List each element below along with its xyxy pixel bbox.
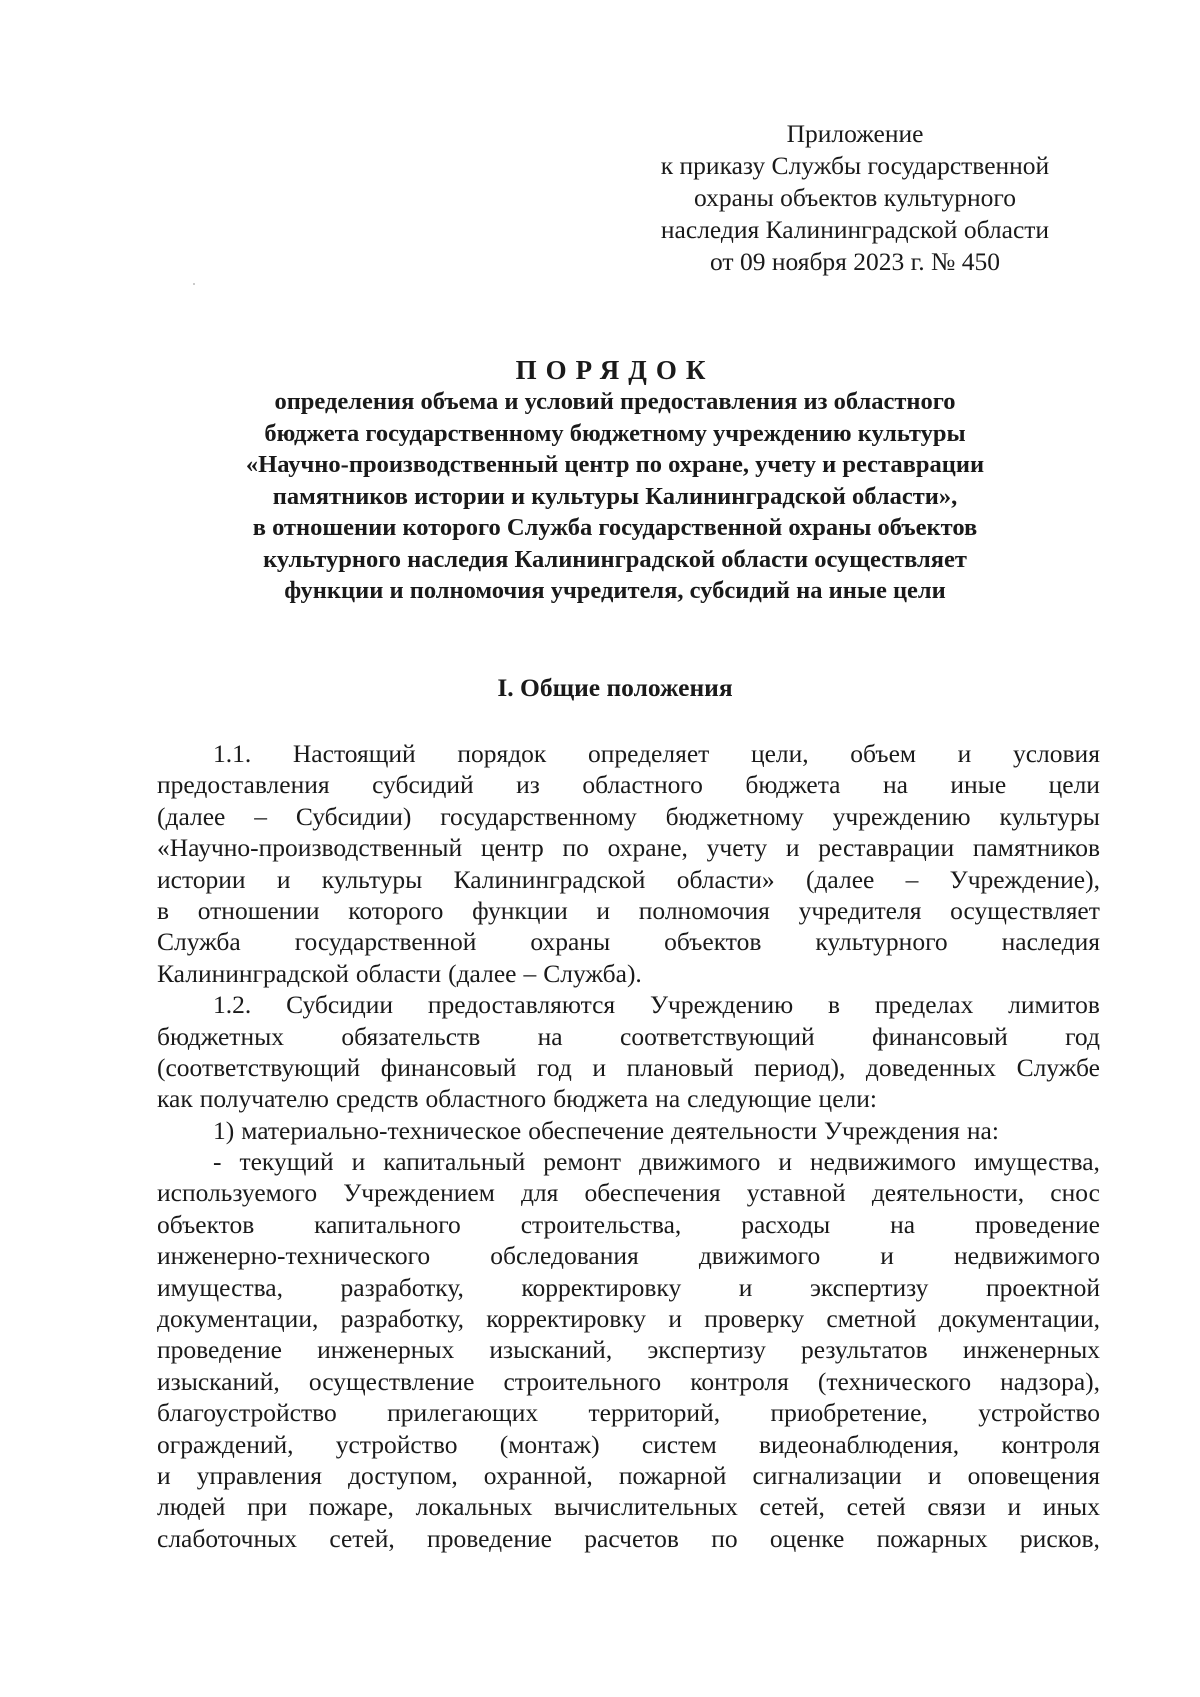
appendix-line: от 09 ноября 2023 г. № 450	[710, 247, 1000, 276]
body-line: изысканий, осуществление строительного контроля (технического надзора),	[157, 1366, 1100, 1396]
body-line: Калининградской области (далее – Служба).	[157, 958, 642, 988]
body-line: благоустройство прилегающих территорий, приобретение, устройство	[157, 1398, 1100, 1428]
appendix-block	[620, 118, 1090, 278]
body-line: 1.2. Субсидии предоставляются Учреждению в пределах лимитов	[213, 990, 1100, 1020]
body-line: документации, разработку, корректировку и проверку сметной документации,	[157, 1304, 1100, 1334]
appendix-line: наследия Калининградской области	[660, 215, 1050, 244]
body-line: используемого Учреждением для обеспечения уставной деятельности, снос	[157, 1178, 1100, 1208]
body-line: истории и культуры Калининградской области» (далее – Учреждение),	[157, 864, 1100, 894]
body-line: и управления доступом, охранной, пожарной сигнализации и оповещения	[157, 1460, 1100, 1490]
body-line: как получателю средств областного бюджета на следующие цели:	[157, 1084, 877, 1114]
body-line: 1) материально-техническое обеспечение деятельности Учреждения на:	[213, 1115, 999, 1145]
body-line: ограждений, устройство (монтаж) систем видеонаблюдения, контроля	[157, 1429, 1100, 1459]
appendix-line: охраны объектов культурного	[693, 183, 1017, 212]
body-line: слаботочных сетей, проведение расчетов по оценке пожарных рисков,	[157, 1523, 1100, 1553]
body-line: бюджетных обязательств на соответствующий финансовый год	[157, 1021, 1100, 1051]
body-line: - текущий и капитальный ремонт движимого и недвижимого имущества,	[213, 1147, 1100, 1177]
body-line: проведение инженерных изысканий, экспертизу результатов инженерных	[157, 1335, 1100, 1365]
body-text	[157, 738, 1100, 1554]
subtitle-line: культурного наследия Калининградской области осуществляет	[263, 545, 967, 573]
body-line: имущества, разработку, корректировку и экспертизу проектной	[157, 1272, 1100, 1302]
subtitle-line: функции и полномочия учредителя, субсидий на иные цели	[284, 577, 946, 604]
section-heading: I. Общие положения	[497, 673, 733, 702]
body-line: объектов капитального строительства, расходы на проведение	[157, 1209, 1100, 1239]
body-line: 1.1. Настоящий порядок определяет цели, объем и условия	[213, 739, 1100, 768]
subtitle-line: «Научно-производственный центр по охране, учету и реставрации	[245, 451, 985, 478]
body-line: предоставления субсидий из областного бюджета на иные цели	[157, 770, 1100, 800]
appendix-line: к приказу Службы государственной	[660, 151, 1050, 180]
body-line: инженерно-технического обследования движимого и недвижимого	[157, 1241, 1100, 1271]
body-line: Служба государственной охраны объектов культурного наследия	[157, 927, 1100, 957]
document-title: ПОРЯДОК	[515, 355, 715, 385]
body-line: в отношении которого функции и полномочия учредителя осуществляет	[157, 895, 1100, 925]
subtitle-line: бюджета государственному бюджетному учреждению культуры	[264, 419, 966, 447]
subtitle-line: памятников истории и культуры Калининградской области»,	[272, 482, 958, 510]
body-line: (далее – Субсидии) государственному бюджетному учреждению культуры	[157, 801, 1100, 831]
scan-speck	[193, 283, 195, 285]
subtitle-line: в отношении которого Служба государственной охраны объектов	[252, 514, 978, 541]
body-line: «Научно-производственный центр по охране, учету и реставрации памятников	[157, 833, 1100, 863]
document-subtitle	[110, 386, 1120, 607]
subtitle-line: определения объема и условий предоставления из областного	[274, 388, 956, 415]
body-line: людей при пожаре, локальных вычислительных сетей, сетей связи и иных	[157, 1492, 1100, 1522]
body-line: (соответствующий финансовый год и плановый период), доведенных Службе	[157, 1052, 1100, 1082]
appendix-line: Приложение	[786, 119, 924, 148]
